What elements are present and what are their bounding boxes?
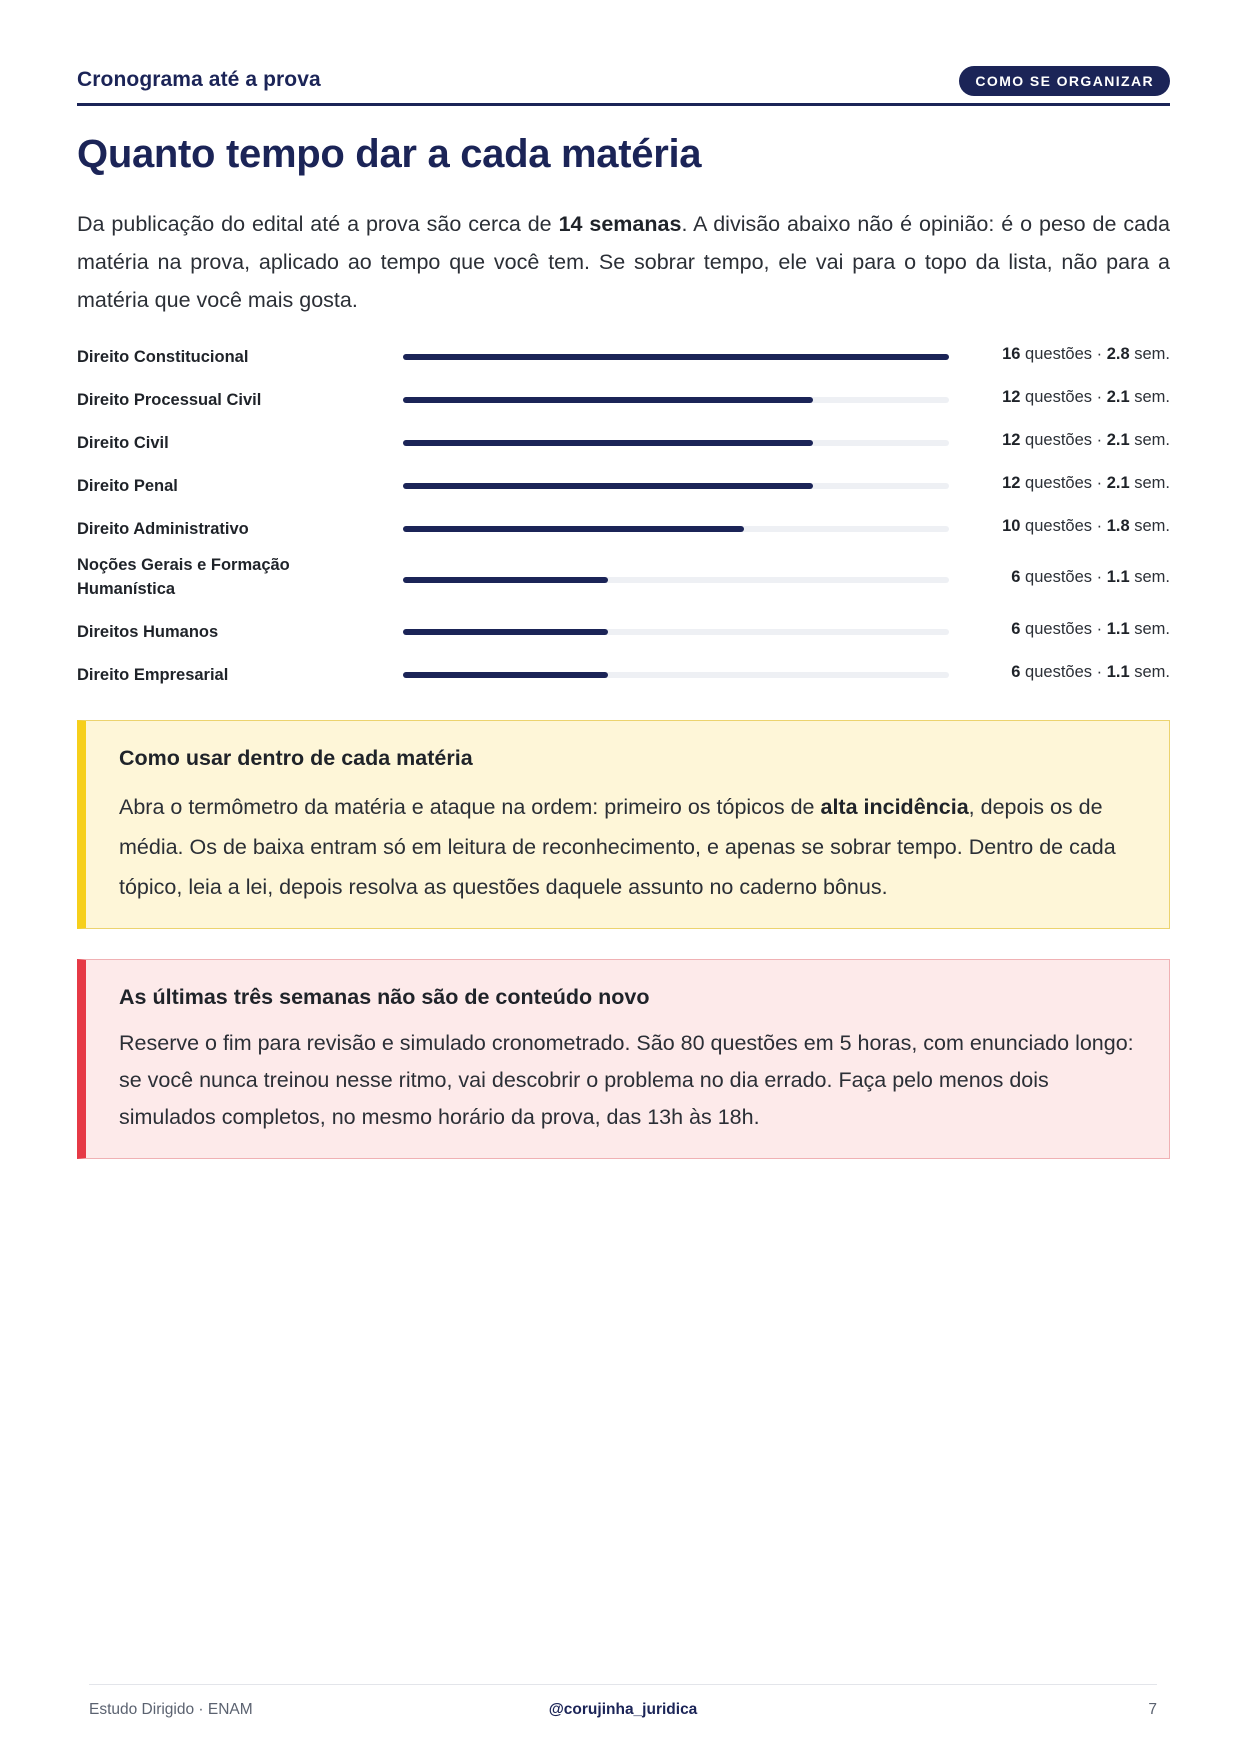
weight-bar bbox=[403, 526, 744, 532]
incidence-text-before: Abra o termômetro da matéria e ataque na ordem: primeiro os tópicos de bbox=[119, 795, 821, 819]
week-unit: sem. bbox=[1134, 474, 1170, 492]
question-unit: questões bbox=[1025, 517, 1093, 535]
page-footer bbox=[89, 1684, 1157, 1734]
week-unit: sem. bbox=[1134, 431, 1170, 449]
question-count: 12 bbox=[1002, 474, 1021, 492]
weight-bar-track bbox=[403, 526, 949, 532]
subject-stat bbox=[1011, 568, 1170, 587]
weight-bar bbox=[403, 577, 608, 583]
section-title: Cronograma até a prova bbox=[77, 68, 321, 91]
intro-text-before: Da publicação do edital até a prova são cerca de bbox=[77, 212, 559, 236]
stat-separator: · bbox=[1096, 663, 1103, 681]
question-unit: questões bbox=[1025, 568, 1093, 586]
subject-name: Direito Administrativo bbox=[77, 520, 249, 538]
incidence-text-after: , depois os de média. Os de baixa entram só em leitura de reconhecimento, e apenas se sobrar tempo. Dentro de cada tópico, leia a lei, depois resolva as questões daquele assunto no caderno bônus. bbox=[119, 795, 1116, 899]
subject-stat bbox=[1002, 388, 1170, 407]
week-unit: sem. bbox=[1134, 345, 1170, 363]
subject-name: Noções Gerais e Formação Humanística bbox=[77, 556, 290, 598]
question-count: 16 bbox=[1002, 345, 1021, 363]
subject-name: Direito Empresarial bbox=[77, 666, 229, 684]
weight-bar bbox=[403, 672, 608, 678]
final-weeks-callout bbox=[77, 959, 1170, 1159]
subject-name: Direito Civil bbox=[77, 434, 169, 452]
weight-bar-track bbox=[403, 440, 949, 446]
week-count: 1.1 bbox=[1106, 620, 1130, 638]
incidence-highlight: alta incidência bbox=[820, 795, 969, 819]
question-count: 6 bbox=[1011, 620, 1021, 638]
question-count: 6 bbox=[1011, 568, 1021, 586]
question-unit: questões bbox=[1025, 388, 1093, 406]
weight-bar-track bbox=[403, 354, 949, 360]
question-unit: questões bbox=[1025, 345, 1093, 363]
page bbox=[77, 0, 1170, 1754]
weight-bar-track bbox=[403, 629, 949, 635]
subject-stat bbox=[1002, 517, 1170, 536]
week-unit: sem. bbox=[1134, 568, 1170, 586]
question-count: 10 bbox=[1002, 517, 1021, 535]
question-unit: questões bbox=[1025, 474, 1093, 492]
final-weeks-callout-title: As últimas três semanas não são de conteúdo novo bbox=[119, 985, 650, 1009]
final-weeks-callout-text: Reserve o fim para revisão e simulado cronometrado. São 80 questões em 5 horas, com enunciado longo: se você nunca treinou nesse ritmo, vai descobrir o problema no dia errado. Faça pelo menos dois simulados completos, no mesmo horário da prova, das 13h às 18h. bbox=[119, 1031, 1134, 1129]
stat-separator: · bbox=[1096, 474, 1103, 492]
intro-text-after: . A divisão abaixo não é opinião: é o peso de cada matéria na prova, aplicado ao tempo que você tem. Se sobrar tempo, ele vai para o topo da lista, não para a matéria que você mais gosta. bbox=[77, 212, 1170, 312]
subject-stat bbox=[1011, 663, 1170, 682]
weight-bar bbox=[403, 397, 813, 403]
running-header bbox=[77, 64, 1170, 106]
subject-row bbox=[77, 422, 1170, 465]
question-count: 6 bbox=[1011, 663, 1021, 681]
subject-name: Direito Constitucional bbox=[77, 348, 249, 366]
question-count: 12 bbox=[1002, 431, 1021, 449]
subject-row bbox=[77, 465, 1170, 508]
stat-separator: · bbox=[1096, 568, 1103, 586]
question-unit: questões bbox=[1025, 663, 1093, 681]
subject-stat bbox=[1002, 431, 1170, 450]
week-count: 2.8 bbox=[1106, 345, 1130, 363]
week-count: 1.1 bbox=[1106, 568, 1130, 586]
subject-stat bbox=[1011, 620, 1170, 639]
weight-bar-track bbox=[403, 672, 949, 678]
incidence-callout-title: Como usar dentro de cada matéria bbox=[119, 746, 473, 770]
week-count: 1.8 bbox=[1106, 517, 1130, 535]
question-unit: questões bbox=[1025, 620, 1093, 638]
stat-separator: · bbox=[1096, 431, 1103, 449]
subject-row bbox=[77, 336, 1170, 379]
subject-row bbox=[77, 551, 1170, 611]
question-unit: questões bbox=[1025, 431, 1093, 449]
week-unit: sem. bbox=[1134, 663, 1170, 681]
weight-bar bbox=[403, 354, 949, 360]
subject-stat bbox=[1002, 345, 1170, 364]
stat-separator: · bbox=[1096, 620, 1103, 638]
weight-bar-track bbox=[403, 577, 949, 583]
incidence-callout-text bbox=[119, 787, 1139, 907]
week-count: 2.1 bbox=[1106, 431, 1130, 449]
footer-handle: @corujinha_juridica bbox=[548, 1701, 698, 1718]
footer-publication: Estudo Dirigido · ENAM bbox=[89, 1701, 253, 1718]
subject-stat bbox=[1002, 474, 1170, 493]
subject-name: Direito Penal bbox=[77, 477, 178, 495]
section-badge: COMO SE ORGANIZAR bbox=[959, 66, 1170, 96]
week-unit: sem. bbox=[1134, 517, 1170, 535]
subject-row bbox=[77, 508, 1170, 551]
intro-paragraph bbox=[77, 205, 1170, 319]
subject-name: Direito Processual Civil bbox=[77, 391, 262, 409]
week-count: 2.1 bbox=[1106, 388, 1130, 406]
week-unit: sem. bbox=[1134, 388, 1170, 406]
incidence-callout bbox=[77, 720, 1170, 929]
stat-separator: · bbox=[1096, 517, 1103, 535]
intro-highlight: 14 semanas bbox=[558, 212, 682, 236]
weight-bar bbox=[403, 629, 608, 635]
stat-separator: · bbox=[1096, 388, 1103, 406]
page-number: 7 bbox=[1148, 1701, 1157, 1718]
subject-row bbox=[77, 654, 1170, 697]
subject-name: Direitos Humanos bbox=[77, 623, 219, 641]
weight-bar-track bbox=[403, 483, 949, 489]
week-unit: sem. bbox=[1134, 620, 1170, 638]
subject-row bbox=[77, 379, 1170, 422]
page-title: Quanto tempo dar a cada matéria bbox=[77, 132, 702, 176]
question-count: 12 bbox=[1002, 388, 1021, 406]
stat-separator: · bbox=[1096, 345, 1103, 363]
weight-bar-track bbox=[403, 397, 949, 403]
weight-bar bbox=[403, 483, 813, 489]
weight-bar bbox=[403, 440, 813, 446]
week-count: 2.1 bbox=[1106, 474, 1130, 492]
week-count: 1.1 bbox=[1106, 663, 1130, 681]
subject-row bbox=[77, 611, 1170, 654]
